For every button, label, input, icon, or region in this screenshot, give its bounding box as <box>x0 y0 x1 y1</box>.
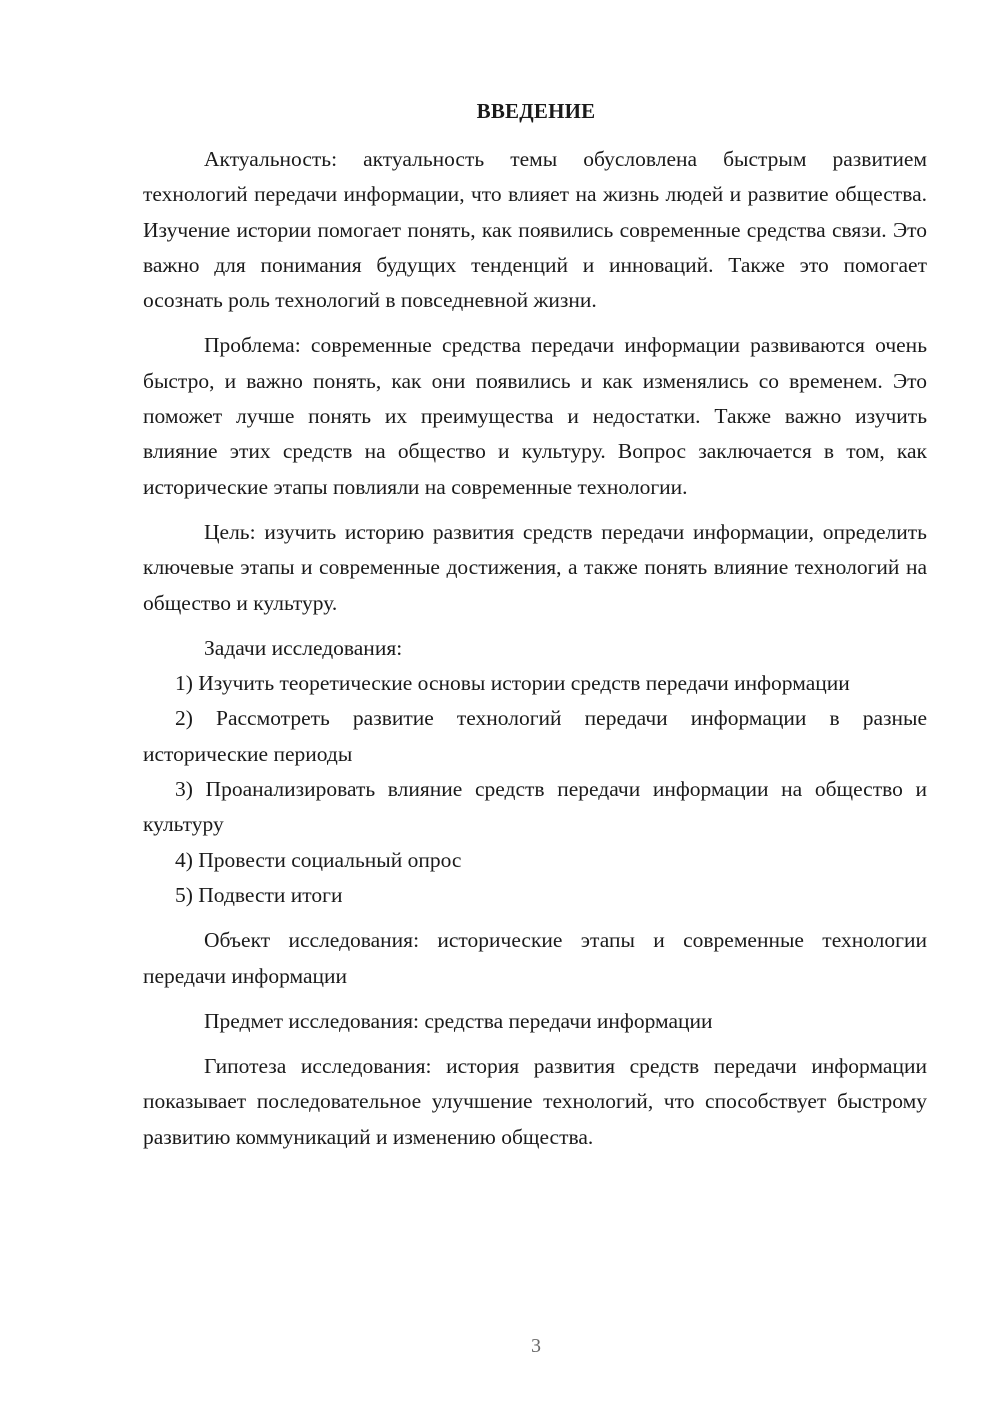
section-title: ВВЕДЕНИЕ <box>476 99 596 123</box>
page-number: 3 <box>531 1335 541 1357</box>
paragraph-object: Объект исследования: исторические этапы и современные технологии передачи информации <box>143 928 927 988</box>
list-item: 5) Подвести итоги <box>175 882 343 907</box>
list-item: 3) Проанализировать влияние средств передачи информации на общество и культуру <box>143 777 927 837</box>
paragraph-subject: Предмет исследования: средства передачи информации <box>204 1008 713 1033</box>
document-body <box>143 142 927 1155</box>
tasks-heading: Задачи исследования: <box>204 635 403 660</box>
paragraph-relevance: Актуальность: актуальность темы обусловлена быстрым развитием технологий передачи информации, что влияет на жизнь людей и развитие общества. Изучение истории помогает понять, как появились современные средства связи. Это важно для понимания будущих тенденций и инноваций. Также это помогает осознать роль технологий в повседневной жизни. <box>143 147 927 313</box>
list-item: 4) Провести социальный опрос <box>175 847 462 872</box>
paragraph-hypothesis: Гипотеза исследования: история развития средств передачи информации показывает последовательное улучшение технологий, что способствует быстрому развитию коммуникаций и изменению общества. <box>143 1054 927 1149</box>
list-item: 2) Рассмотреть развитие технологий передачи информации в разные исторические периоды <box>143 706 927 766</box>
paragraph-goal: Цель: изучить историю развития средств передачи информации, определить ключевые этапы и современные достижения, а также понять влияние технологий на общество и культуру. <box>143 519 927 615</box>
paragraph-problem: Проблема: современные средства передачи информации развиваются очень быстро, и важно понять, как они появились и как изменялись со временем. Это поможет лучше понять их преимущества и недостатки. Также важно изучить влияние этих средств на общество и культуру. Вопрос заключается в том, как исторические этапы повлияли на современные технологии. <box>143 333 927 499</box>
tasks-list <box>143 666 927 913</box>
list-item: 1) Изучить теоретические основы истории средств передачи информации <box>175 671 850 696</box>
